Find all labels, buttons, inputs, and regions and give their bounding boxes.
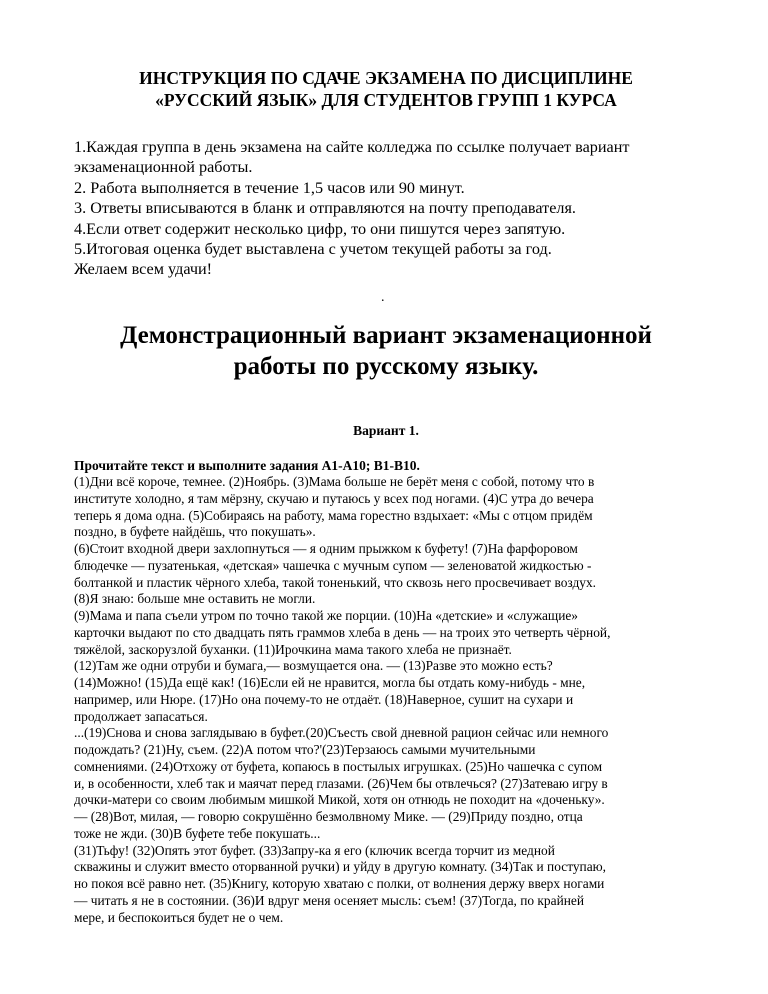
instruction-item: 3. Ответы вписываются в бланк и отправляются на почту преподавателя. <box>74 199 576 218</box>
instructions-title-line-1: ИНСТРУКЦИЯ ПО СДАЧЕ ЭКЗАМЕНА ПО ДИСЦИПЛИНЕ <box>139 68 633 88</box>
text-line: (12)Там же одни отруби и бумага,— возмущается она. — (13)Разве это можно есть? <box>74 658 553 674</box>
instructions-title-line-2: «РУССКИЙ ЯЗЫК» ДЛЯ СТУДЕНТОВ ГРУПП 1 КУРСА <box>155 90 617 110</box>
text-line: — (28)Вот, милая, — говорю сокрушённо безмолвному Мике. — (29)Приду поздно, отца <box>74 809 583 824</box>
demo-title-line-2: работы по русскому языку. <box>233 353 539 380</box>
text-line: но покоя всё равно нет. (35)Книгу, которую хватаю с полки, от волнения держу вверх ногами <box>74 876 605 891</box>
demo-title <box>74 320 698 382</box>
separator-dot: . <box>381 290 385 305</box>
instructions-list <box>74 137 714 280</box>
text-line: теперь я дома одна. (5)Собираясь на работу, мама горестно вздыхает: «Мы с отцом придём <box>74 507 593 523</box>
text-line: (14)Можно! (15)Да ещё как! (16)Если ей не нравится, могла бы отдать кому-нибудь - мне, <box>74 675 586 690</box>
text-line: тяжёлой, заскорузлой буханки. (11)Ирочкина мама такого хлеба не признаёт. <box>74 641 512 657</box>
task-instruction: Прочитайте текст и выполните задания А1-А10; В1-В10. <box>74 458 420 473</box>
text-line: блюдечке — пузатенькая, «детская» чашечка с мучным супом — зеленоватой жидкостью - <box>74 557 592 573</box>
instructions-title <box>74 67 698 111</box>
text-line: подождать? (21)Ну, съем. (22)А потом что?'(23)Терзаюсь самыми мучительными <box>74 742 536 757</box>
instruction-item: 2. Работа выполняется в течение 1,5 часов или 90 минут. <box>74 178 465 197</box>
text-line: (8)Я знаю: больше мне оставить не могли. <box>74 591 316 607</box>
text-line: (1)Дни всё короче, темнее. (2)Ноябрь. (3)Мама больше не берёт меня с собой, потому что в <box>74 474 595 489</box>
instruction-item: 5.Итоговая оценка будет выставлена с учетом текущей работы за год. <box>74 240 552 259</box>
instruction-wish: Желаем всем удачи! <box>74 260 213 279</box>
text-line: сомнениями. (24)Отхожу от буфета, копаюсь в постылых игрушках. (25)Но чашечка с супом <box>74 758 603 774</box>
text-line: например, или Нюре. (17)Но она почему-то не отдаёт. (18)Наверное, сушит на сухари и <box>74 691 574 707</box>
text-line: тоже не жди. (30)В буфете тебе покушать... <box>74 825 321 841</box>
text-line: и, в особенности, хлеб так и маячат перед глазами. (26)Чем бы отвлечься? (27)Затеваю игру в <box>74 775 608 791</box>
text-line: (6)Стоит входной двери захлопнуться — я одним прыжком к буфету! (7)На фарфоровом <box>74 541 578 556</box>
instruction-item: 1.Каждая группа в день экзамена на сайте колледжа по ссылке получает вариант <box>74 138 630 156</box>
text-line: болтанкой и пластик чёрного хлеба, такой тоненький, что сквозь него просвечивает воздух. <box>74 574 597 590</box>
text-line: — читать я не в состоянии. (36)И вдруг меня осеняет мысль: съем! (37)Тогда, по крайней <box>74 892 585 908</box>
text-line: институте холодно, я там мёрзну, скучаю и путаюсь у всех под ногами. (4)С утра до вечера <box>74 490 594 506</box>
text-line: дочки-матери со своим любимым мишкой Микой, хотя он отнюдь не походит на «доченьку». <box>74 792 605 808</box>
reading-text <box>74 474 714 926</box>
text-line: карточки выдают по сто двадцать пять граммов хлеба в день — на троих это четверть чёрной, <box>74 624 611 640</box>
text-line: скважины и служит вместо оторванной ручки) и уйду в другую комнату. (34)Так и поступаю, <box>74 859 607 875</box>
variant-heading: Вариант 1. <box>353 423 419 438</box>
instruction-item: экзаменационной работы. <box>74 158 253 177</box>
text-line: продолжает запасаться. <box>74 708 208 724</box>
text-line: поздно, в буфете найдёшь, что покушать». <box>74 524 316 540</box>
text-line: (31)Тьфу! (32)Опять этот буфет. (33)Запру-ка я его (ключик всегда торчит из медной <box>74 842 555 858</box>
text-line: (9)Мама и папа съели утром по точно такой же порции. (10)На «детские» и «служащие» <box>74 608 579 623</box>
text-line: ...(19)Снова и снова заглядываю в буфет.(20)Съесть свой дневной рацион сейчас или немного <box>74 725 609 741</box>
instruction-item: 4.Если ответ содержит несколько цифр, то они пишутся через запятую. <box>74 219 566 238</box>
demo-title-line-1: Демонстрационный вариант экзаменационной <box>120 322 652 349</box>
text-line: мере, и беспокоиться будет не о чем. <box>74 909 284 925</box>
